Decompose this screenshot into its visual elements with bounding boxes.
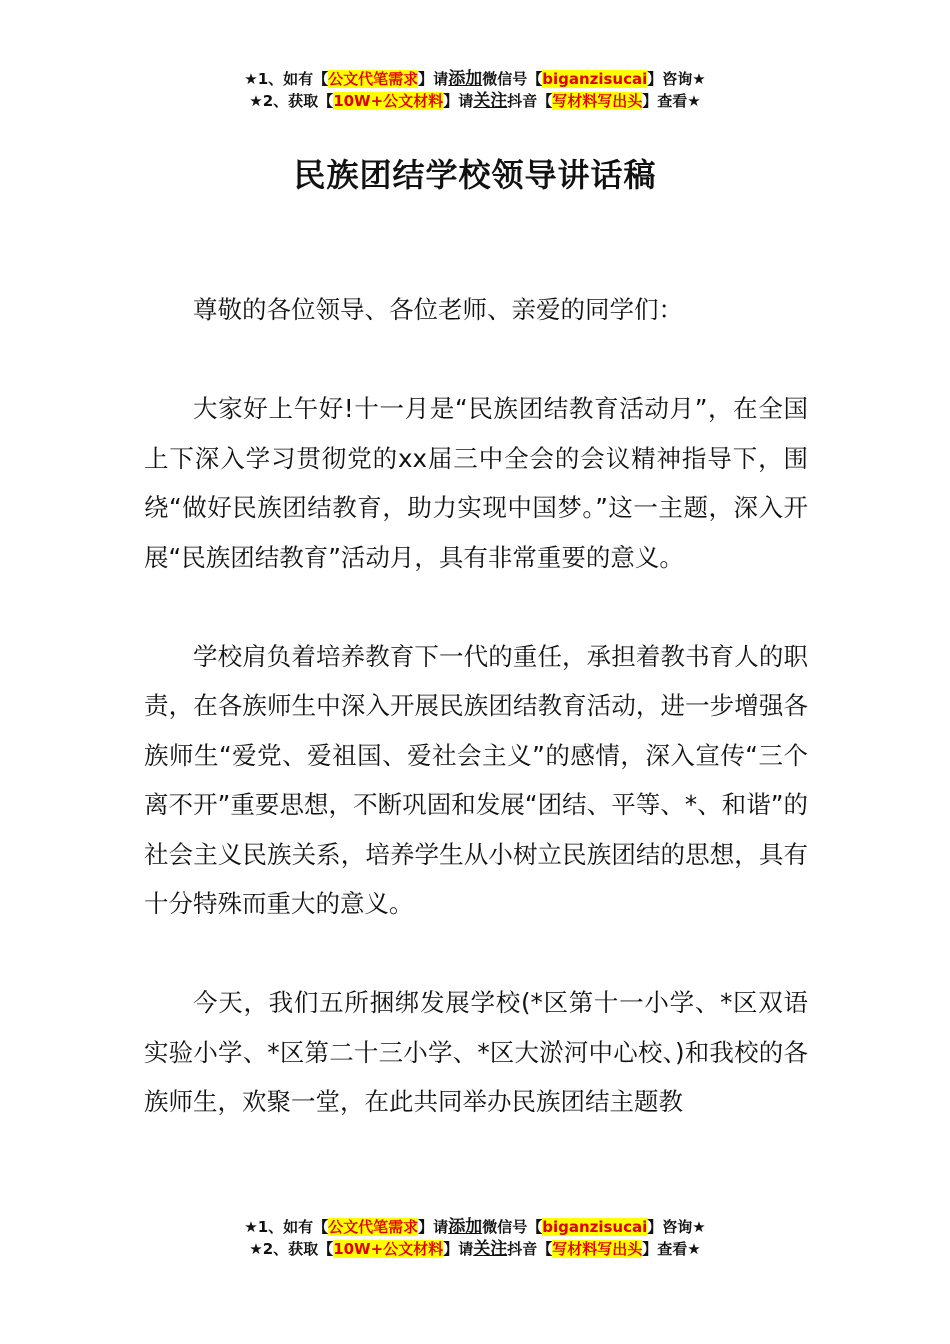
wechat-id: biganzisucai bbox=[542, 70, 648, 88]
banner-emphasis: 添加 bbox=[448, 69, 483, 89]
banner-text: 微信号【 bbox=[482, 1218, 543, 1236]
banner-text: 】请 bbox=[418, 70, 449, 88]
banner-highlight: 10W+公文材料 bbox=[333, 92, 444, 110]
document-title: 民族团结学校领导讲话稿 bbox=[293, 156, 657, 194]
paragraph-greeting: 尊敬的各位领导、各位老师、亲爱的同学们： bbox=[193, 295, 683, 324]
banner-text: 】查看★ bbox=[642, 1240, 701, 1258]
paragraph: 学校肩负着培养教育下一代的重任，承担着教书育人的职责，在各族师生中深入开展民族团结教育活动，进一步增强各族师生“爱党、爱祖国、爱社会主义”的感情，深入宣传“三个离不开”重要思想，不断巩固和发展“团结、平等、*、和谐”的社会主义民族关系，培养学生从小树立民族团结的思想，具有十分特殊而重大的意义。 bbox=[144, 641, 808, 918]
banner-text: 】咨询★ bbox=[647, 70, 706, 88]
banner-text: 抖音【 bbox=[507, 1240, 553, 1258]
bottom-banner bbox=[0, 1216, 950, 1260]
banner-highlight: 公文代笔需求 bbox=[328, 1218, 419, 1236]
banner-text: 微信号【 bbox=[482, 70, 543, 88]
banner-text: ★1、如有【 bbox=[244, 1218, 329, 1236]
banner-line-2 bbox=[0, 90, 950, 112]
wechat-id: biganzisucai bbox=[542, 1218, 648, 1236]
banner-text: 】请 bbox=[418, 1218, 449, 1236]
banner-text: 】查看★ bbox=[642, 92, 701, 110]
douyin-account: 写材料写出头 bbox=[552, 92, 643, 110]
banner-text: ★2、获取【 bbox=[249, 1240, 334, 1258]
banner-text: 】请 bbox=[443, 1240, 474, 1258]
banner-line-1 bbox=[0, 68, 950, 90]
banner-text: 】咨询★ bbox=[647, 1218, 706, 1236]
banner-emphasis: 关注 bbox=[473, 91, 508, 111]
banner-highlight: 公文代笔需求 bbox=[328, 70, 419, 88]
banner-text: 抖音【 bbox=[507, 92, 553, 110]
top-banner bbox=[0, 68, 950, 112]
banner-emphasis: 关注 bbox=[473, 1239, 508, 1259]
banner-line-2 bbox=[0, 1238, 950, 1260]
paragraph: 今天，我们五所捆绑发展学校(*区第十一小学、*区双语实验小学、*区第二十三小学、*区大淤河中心校、)和我校的各族师生，欢聚一堂，在此共同举办民族团结主题教 bbox=[144, 988, 808, 1116]
douyin-account: 写材料写出头 bbox=[552, 1240, 643, 1258]
banner-emphasis: 添加 bbox=[448, 1217, 483, 1237]
banner-text: ★2、获取【 bbox=[249, 92, 334, 110]
document-body bbox=[144, 285, 808, 1176]
paragraph: 大家好上午好!十一月是“民族团结教育活动月”，在全国上下深入学习贯彻党的xx届三中全会的会议精神指导下，围绕“做好民族团结教育，助力实现中国梦。”这一主题，深入开展“民族团结教育”活动月，具有非常重要的意义。 bbox=[144, 394, 808, 572]
banner-line-1 bbox=[0, 1216, 950, 1238]
banner-text: ★1、如有【 bbox=[244, 70, 329, 88]
banner-highlight: 10W+公文材料 bbox=[333, 1240, 444, 1258]
banner-text: 】请 bbox=[443, 92, 474, 110]
